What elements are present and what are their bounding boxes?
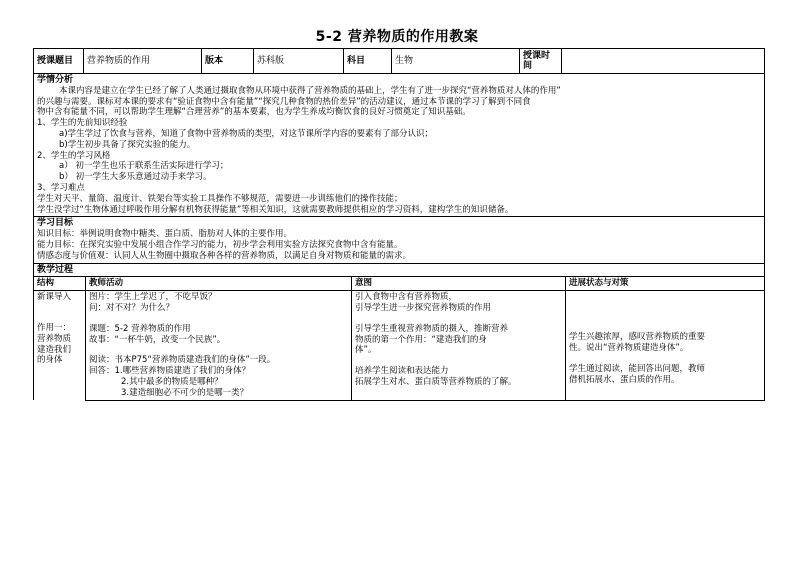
section-1-b: b)学生初步具备了探究实验的能力。 — [59, 139, 196, 150]
row2-structure-3: 建造我们 — [37, 344, 72, 355]
analysis-table — [33, 73, 765, 277]
edition-label: 版本 — [202, 49, 254, 74]
row2-teacher-5: 2.其中最多的物质是哪种？ — [121, 376, 223, 387]
status-cell — [566, 291, 765, 400]
row2-structure-2: 营养物质 — [37, 333, 72, 344]
row1-intent-1: 引入食物中含有营养物质， — [355, 292, 458, 303]
row2-teacher-3: 阅读：书本P75“营养物质建造我们的身体”一段。 — [89, 355, 276, 366]
section-3-line-2: 学生没学过“生物体通过呼吸作用分解有机物获得能量”等相关知识，这就需要教师提供相应的学习资料，建构学生的知识储备。 — [37, 204, 514, 215]
row1-teacher-1: 图片：学生上学迟了，不吃早饭？ — [89, 292, 217, 303]
row2-status-4: 借机拓展水、蛋白质的作用。 — [569, 374, 680, 385]
goal-ability: 能力目标：在探究实验中发展小组合作学习的能力，初步学会利用实验方法探究食物中含有能量。 — [37, 239, 403, 250]
subject-value: 生物 — [392, 49, 520, 74]
row2-teacher-2: 故事：“一杯牛奶，改变一个民族”。 — [89, 334, 226, 345]
structure-cell — [34, 291, 86, 400]
row2-status-3: 学生通过阅读，能回答出问题，教师 — [569, 363, 706, 374]
col-intent-header: 意图 — [352, 277, 566, 291]
section-3-line-1: 学生对天平、量筒、温度计、铁架台等实验工具操作不够规范，需要进一步训练他们的操作技能； — [37, 193, 403, 204]
row2-status-1: 学生兴趣浓厚，感叹营养物质的重要 — [569, 332, 706, 343]
analysis-intro-2: 的兴趣与需要。课标对本课的要求有“验证食物中含有能量”“探究几种食物的热价差异”的活动建议，通过本节课的学习了解到不同食 — [37, 96, 531, 107]
subject-label: 科目 — [344, 49, 392, 74]
row2-intent-2: 物质的第一个作用：“建造我们的身 — [355, 334, 487, 345]
section-2-title: 2、学生的学习风格 — [37, 150, 111, 161]
section-3-title: 3、学习难点 — [37, 182, 85, 193]
row1-structure: 新课导入 — [37, 292, 72, 303]
col-teacher-header: 教师活动 — [86, 277, 352, 291]
analysis-intro-3: 物中含有能量不同，可以帮助学生理解“合理营养”的基本要素，也为学生养成均衡饮食的良好习惯奠定了知识基础。 — [37, 107, 471, 118]
row2-intent-1: 引导学生重视营养物质的摄入，推断营养 — [355, 323, 509, 334]
intent-cell — [352, 291, 566, 400]
header-table — [33, 48, 765, 74]
section-1-a: a)学生学过了饮食与营养，知道了食物中营养物质的类型，对这节课所学内容的要素有了部分认识； — [59, 128, 434, 139]
page-title: 5-2 营养物质的作用教案 — [315, 29, 479, 45]
goal-knowledge: 知识目标：举例说明食物中糖类、蛋白质、脂肪对人体的主要作用。 — [37, 229, 293, 240]
goals-heading: 学习目标 — [37, 218, 74, 229]
process-table — [33, 276, 765, 400]
row2-teacher-1: 课题：5-2 营养物质的作用 — [89, 323, 191, 334]
goal-emotion: 情感态度与价值观：认同人从生物圈中摄取各种各样的营养物质，以满足自身对物质和能量的需求。 — [37, 250, 412, 261]
analysis-intro-1: 本课内容是建立在学生已经了解了人类通过摄取食物从环境中获得了营养物质的基础上，学生有了进一步探究“营养物质对人体的作用” — [59, 85, 561, 96]
section-2-b: b） 初一学生大多乐意通过动手来学习。 — [59, 172, 212, 183]
analysis-heading: 学情分析 — [37, 75, 74, 85]
row1-intent-2: 引导学生进一步探究营养物质的作用 — [355, 302, 492, 313]
col-structure-header: 结构 — [34, 277, 86, 291]
topic-value: 营养物质的作用 — [84, 49, 202, 74]
analysis-cell — [34, 74, 765, 217]
row2-intent-3: 体”。 — [355, 345, 377, 356]
col-status-header: 进展状态与对策 — [566, 277, 765, 291]
row1-teacher-2: 问：对不对？为什么？ — [89, 302, 175, 313]
process-heading: 教学过程 — [34, 263, 765, 277]
row2-teacher-6: 3.建造细胞必不可少的是哪一类？ — [121, 387, 249, 398]
goals-cell — [34, 217, 765, 263]
row2-intent-4: 培养学生阅读和表达能力 — [355, 366, 449, 377]
teacher-cell — [86, 291, 352, 400]
row2-status-2: 性。说出“营养物质建造身体”。 — [569, 342, 689, 353]
row2-intent-5: 拓展学生对水、蛋白质等营养物质的了解。 — [355, 376, 517, 387]
edition-value: 苏科版 — [254, 49, 344, 74]
row2-structure-4: 的身体 — [37, 355, 63, 366]
lesson-plan-table — [33, 48, 765, 401]
topic-label: 授课题目 — [34, 49, 84, 74]
time-value — [562, 49, 765, 74]
time-label: 授课时间 — [520, 49, 562, 74]
section-2-a: a） 初一学生也乐于联系生活实际进行学习； — [59, 161, 229, 172]
row2-teacher-4: 回答：1.哪些营养物质建造了我们的身体？ — [89, 366, 251, 377]
section-1-title: 1、学生的先前知识经验 — [37, 118, 128, 129]
row2-structure-1: 作用一： — [37, 322, 72, 333]
